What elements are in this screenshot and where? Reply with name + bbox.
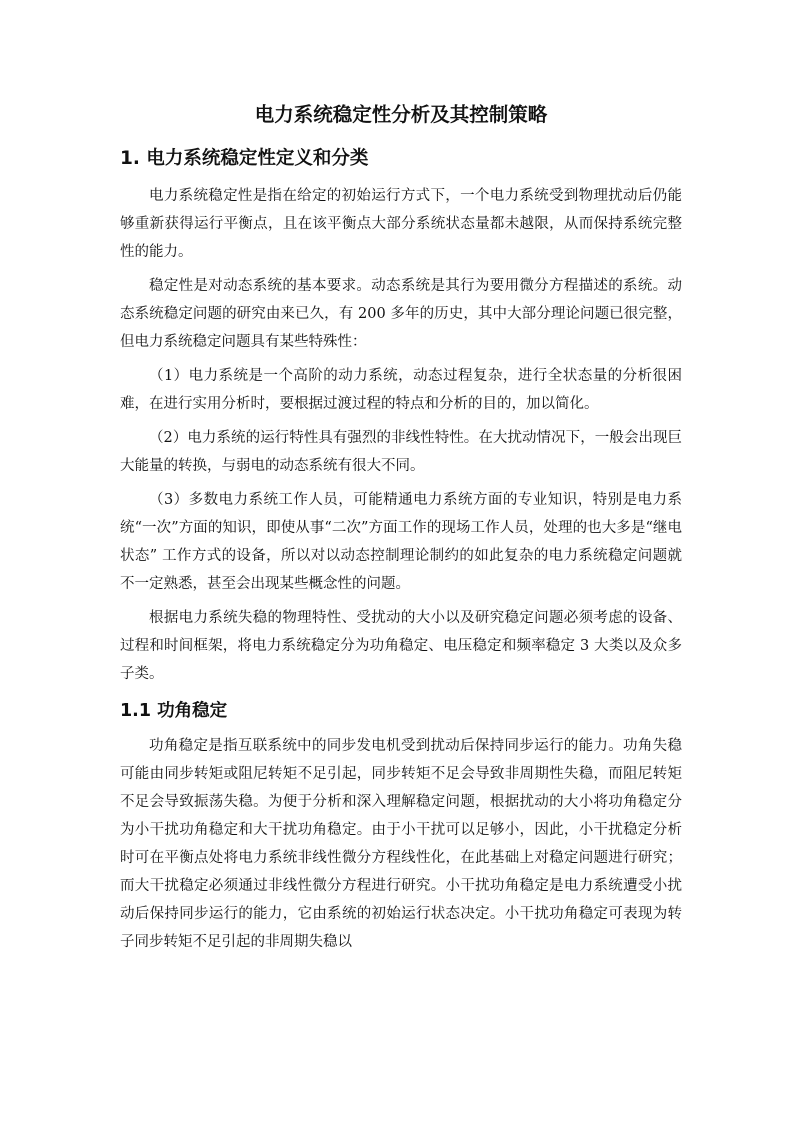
list-paragraph-3: （3）多数电力系统工作人员，可能精通电力系统方面的专业知识，特别是电力系统“一次”方面的知识，即使从事“二次”方面工作的现场工作人员，处理的也大多是“继电状态” 工作方式的设备，所以对以动态控制理论制约的如此复杂的电力系统稳定问题就不一定熟悉，甚至会出现某些概念性的问题。: [120, 492, 682, 592]
section-heading-1-1: 1.1 功角稳定: [120, 701, 228, 721]
list-paragraph-2: （2）电力系统的运行特性具有强烈的非线性特性。在大扰动情况下，一般会出现巨大能量的转换，与弱电的动态系统有很大不同。: [120, 430, 682, 474]
list-paragraph-1: （1）电力系统是一个高阶的动力系统，动态过程复杂，进行全状态量的分析很困难，在进行实用分析时，要根据过渡过程的特点和分析的目的，加以简化。: [120, 368, 682, 412]
paragraph: 电力系统稳定性是指在给定的初始运行方式下，一个电力系统受到物理扰动后仍能够重新获得运行平衡点，且在该平衡点大部分系统状态量都未越限，从而保持系统完整性的能力。: [120, 188, 682, 260]
section-heading-1: 1. 电力系统稳定性定义和分类: [120, 148, 369, 169]
paragraph: 功角稳定是指互联系统中的同步发电机受到扰动后保持同步运行的能力。功角失稳可能由同步转矩或阻尼转矩不足引起，同步转矩不足会导致非周期性失稳，而阻尼转矩不足会导致振荡失稳。为便于分析和深入理解稳定问题，根据扰动的大小将功角稳定分为小干扰功角稳定和大干扰功角稳定。由于小干扰可以足够小，因此，小干扰稳定分析时可在平衡点处将电力系统非线性微分方程线性化，在此基础上对稳定问题进行研究；而大干扰稳定必须通过非线性微分方程进行研究。小干扰功角稳定是电力系统遭受小扰动后保持同步运行的能力，它由系统的初始运行状态决定。小干扰功角稳定可表现为转子同步转矩不足引起的非周期失稳以: [120, 738, 682, 950]
paragraph: 根据电力系统失稳的物理特性、受扰动的大小以及研究稳定问题必须考虑的设备、过程和时间框架，将电力系统稳定分为功角稳定、电压稳定和频率稳定 3 大类以及众多子类。: [120, 610, 682, 682]
paragraph: 稳定性是对动态系统的基本要求。动态系统是其行为要用微分方程描述的系统。动态系统稳定问题的研究由来已久，有 200 多年的历史，其中大部分理论问题已很完整，但电力系统稳定问题具有某些特殊性：: [120, 278, 682, 350]
document-title: 电力系统稳定性分析及其控制策略: [254, 103, 548, 126]
